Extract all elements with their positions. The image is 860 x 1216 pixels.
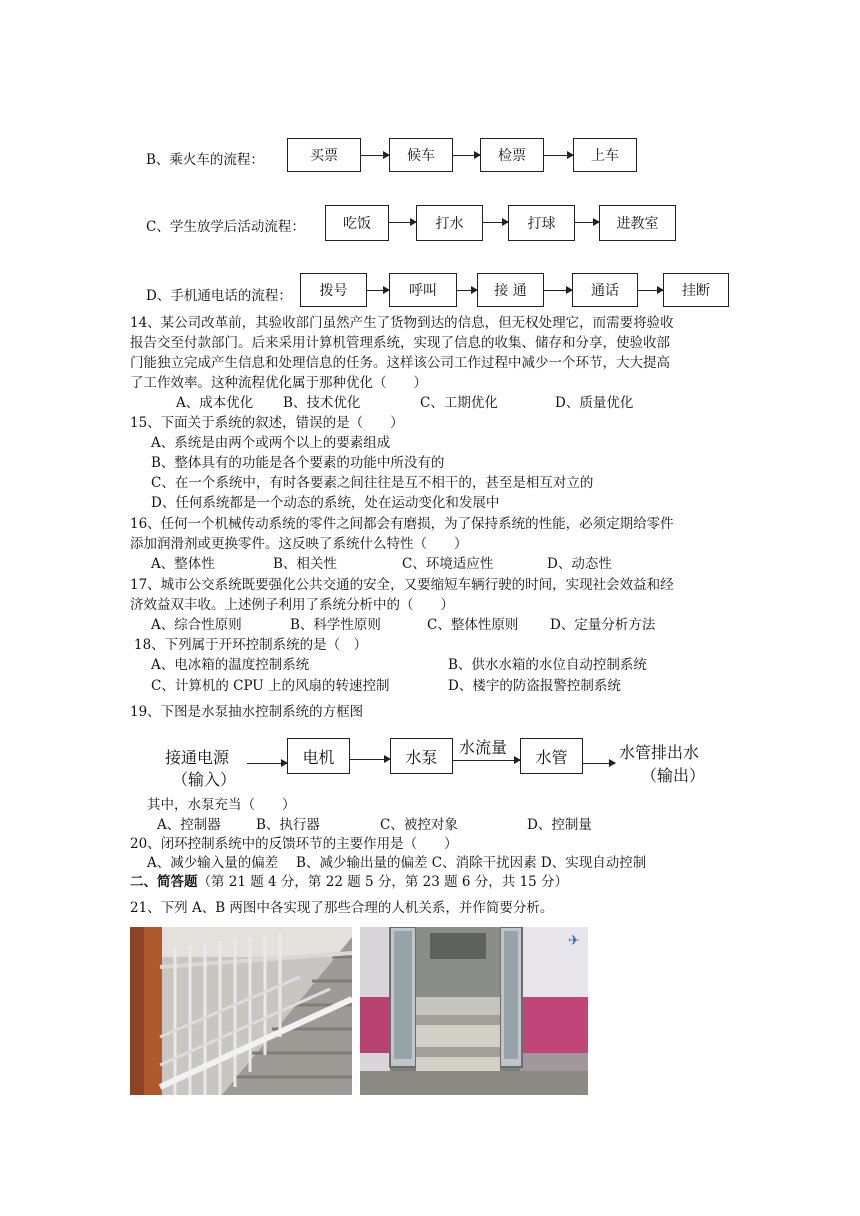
arrow-icon [544,290,572,291]
q19-output-label: 水管排出水 [619,743,700,762]
flow-d-step-4: 通话 [572,273,638,307]
q16-option-d: D、动态性 [547,556,612,572]
q17-option-c: C、整体性原则 [427,617,519,633]
q17-option-d: D、定量分析方法 [550,617,656,633]
arrow-icon [367,290,389,291]
q20-stem: 20、闭环控制系统中的反馈环节的主要作用是（ ） [130,836,458,852]
flow-d-step-2: 呼叫 [389,273,457,307]
svg-text:✈: ✈ [568,933,580,949]
flow-c-step-2: 打水 [416,205,483,241]
section-note: （第 21 题 4 分，第 22 题 5 分，第 23 题 6 分，共 15 分） [197,874,569,890]
arrow-icon [389,222,416,223]
q14-option-c: C、工期优化 [420,395,498,411]
q20-options: A、减少输入量的偏差 B、减少输出量的偏差 C、消除干扰因素 D、实现自动控制 [147,855,647,871]
arrow-icon [638,290,663,291]
q17-line-1: 17、城市公交系统既要强化公共交通的安全，又要缩短车辆行驶的时间，实现社会效益和经 [130,577,674,593]
q19-box-pipe: 水管 [520,738,583,774]
q17-line-2: 济效益双丰收。上述例子利用了系统分析中的（ ） [130,597,454,613]
arrow-icon [483,222,508,223]
flow-c-step-1: 吃饭 [325,205,389,241]
section-heading [130,870,568,890]
arrow-icon [247,763,287,764]
q14-option-a: A、成本优化 [176,395,254,411]
q15-option-b: B、整体具有的功能是各个要素的功能中所没有的 [151,455,445,471]
q14-option-b: B、技术优化 [283,395,361,411]
q19-flow-label: 水流量 [459,738,508,757]
flow-c-step-3: 打球 [508,205,575,241]
flow-b-step-2: 候车 [389,138,453,172]
q18-option-c: C、计算机的 CPU 上的风扇的转速控制 [151,678,390,694]
arrow-icon [583,763,615,764]
section-title: 二、简答题 [130,874,198,890]
q16-option-a: A、整体性 [151,556,215,572]
staircase-photo [130,927,352,1095]
q16-option-b: B、相关性 [273,556,337,572]
arrow-icon [453,760,520,761]
q19-box-pump: 水泵 [390,738,453,774]
q18-option-b: B、供水水箱的水位自动控制系统 [448,657,647,673]
q17-option-b: B、科学性原则 [290,617,381,633]
flow-c-step-4: 进教室 [599,205,676,241]
q14-option-d: D、质量优化 [555,395,634,411]
q19-input-note: （输入） [172,770,237,789]
arrow-icon [575,222,599,223]
flow-b-step-1: 买票 [287,138,361,172]
q15-option-c: C、在一个系统中，有时各要素之间往往是互不相干的，甚至是相互对立的 [151,475,594,491]
flow-d-label: D、手机通电话的流程： [146,288,292,304]
q16-line-2: 添加润滑剂或更换零件。这反映了系统什么特性（ ） [130,536,468,552]
q19-output-note: （输出） [641,766,706,785]
arrow-icon [544,155,573,156]
q16-option-c: C、环境适应性 [402,556,494,572]
q18-stem: 18、下列属于开环控制系统的是（ ） [134,637,368,653]
q19-box-motor: 电机 [287,738,350,774]
q15-option-d: D、任何系统都是一个动态的系统，处在运动变化和发展中 [151,495,500,511]
flow-b-step-4: 上车 [573,138,637,172]
flow-c-label: C、学生放学后活动流程： [146,219,305,235]
q19-option-c: C、被控对象 [380,817,458,833]
q19-input-label: 接通电源 [165,748,230,767]
q14-line-4: 了工作效率。这种流程优化属于那种优化（ ） [130,375,427,391]
flow-d-step-1: 拨号 [300,273,367,307]
q18-option-a: A、电冰箱的温度控制系统 [151,657,310,673]
arrow-icon [457,290,477,291]
flow-b-step-3: 检票 [480,138,544,172]
q15-option-a: A、系统是由两个或两个以上的要素组成 [151,435,391,451]
bus-door-photo [360,927,588,1095]
q19-sub: 其中，水泵充当（ ） [147,797,296,813]
flow-b-label: B、乘火车的流程： [146,152,264,168]
q14-line-1: 14、某公司改革前，其验收部门虽然产生了货物到达的信息，但无权处理它，而需要将验收 [130,315,674,331]
q19-option-a: A、控制器 [157,817,221,833]
arrow-icon [350,759,390,760]
q19-option-d: D、控制量 [527,817,592,833]
q14-line-3: 门能独立完成产生信息和处理信息的任务。这样该公司工作过程中减少一个环节，大大提高 [130,355,670,371]
q16-line-1: 16、任何一个机械传动系统的零件之间都会有磨损，为了保持系统的性能，必须定期给零件 [130,516,674,532]
arrow-icon [361,155,389,156]
q15-stem: 15、下面关于系统的叙述，错误的是（ ） [130,415,404,431]
q14-line-2: 报告交至付款部门。后来采用计算机管理系统，实现了信息的收集、储存和分享，使验收部 [130,335,670,351]
q19-stem: 19、下图是水泵抽水控制系统的方框图 [130,704,364,720]
flow-d-step-5: 挂断 [663,273,729,307]
q18-option-d: D、楼宇的防盗报警控制系统 [448,678,621,694]
q17-option-a: A、综合性原则 [151,617,242,633]
arrow-icon [453,155,480,156]
q19-option-b: B、执行器 [256,817,320,833]
flow-d-step-3: 接 通 [477,273,544,307]
q21-stem: 21、下列 A、B 两图中各实现了那些合理的人机关系，并作简要分析。 [130,900,554,916]
